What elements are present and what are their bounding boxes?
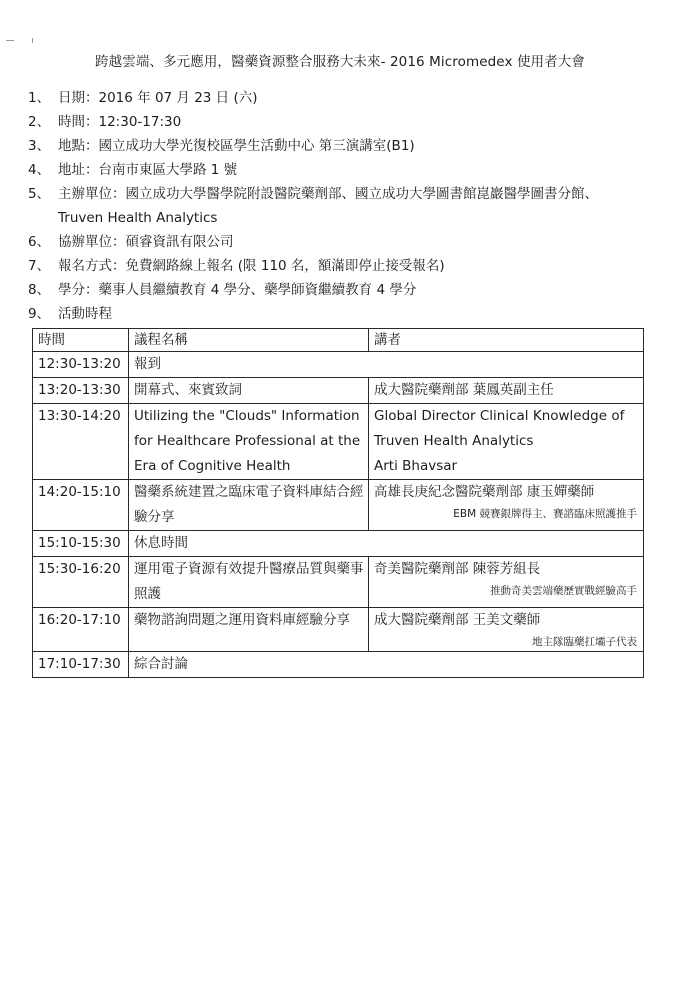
info-list [28,86,678,326]
table-row [33,652,644,678]
speaker-name: Arti Bhavsar [374,458,458,474]
speaker-name: 高雄長庚紀念醫院藥劑部 康玉嬋藥師 [374,484,595,500]
cell-speaker [369,608,644,652]
item-number: 7、 [28,258,51,274]
item-number: 3、 [28,138,51,154]
cell-topic: 休息時間 [129,531,644,557]
page-title: 跨越雲端、多元應用，醫藥資源整合服務大未來- 2016 Micromedex 使用者大會 [95,54,585,70]
item-text-address: 地址：台南市東區大學路 1 號 [58,162,238,178]
item-text-time: 時間：12:30-17:30 [58,114,182,130]
cell-time: 16:20-17:10 [33,608,129,652]
cell-topic: 藥物諮詢問題之運用資料庫經驗分享 [129,608,369,652]
header-time: 時間 [33,329,129,352]
schedule-table [32,328,644,678]
cell-time: 12:30-13:20 [33,352,129,378]
item-text-registration: 報名方式：免費網路線上報名 (限 110 名，額滿即停止接受報名) [58,258,445,274]
item-text-credits: 學分：藥事人員繼續教育 4 學分、藥學師資繼續教育 4 學分 [58,282,417,298]
list-item [28,278,678,302]
item-text-schedule-heading: 活動時程 [58,306,112,322]
item-text-organizer-cont: Truven Health Analytics [58,210,218,226]
table-row [33,352,644,378]
list-item [28,110,678,134]
cell-speaker [369,404,644,480]
cell-topic: 綜合討論 [129,652,644,678]
list-item [28,230,678,254]
table-row [33,531,644,557]
cell-speaker [369,557,644,608]
list-item [28,86,678,110]
list-item [28,134,678,158]
item-number: 8、 [28,282,51,298]
item-number: 5、 [28,186,51,202]
cell-time: 13:20-13:30 [33,378,129,404]
list-item [28,302,678,326]
table-row [33,608,644,652]
list-item [28,182,678,206]
speaker-name: 成大醫院藥劑部 王美文藥師 [374,612,541,628]
cell-time: 15:10-15:30 [33,531,129,557]
list-item [28,158,678,182]
speaker-note: EBM 競賽銀牌得主、賽諮臨床照護推手 [453,508,637,520]
table-row [33,557,644,608]
item-number: 1、 [28,90,51,106]
cell-time: 17:10-17:30 [33,652,129,678]
cell-speaker: 成大醫院藥劑部 葉鳳英副主任 [369,378,644,404]
cell-topic: 醫藥系統建置之臨床電子資料庫結合經驗分享 [129,480,369,531]
item-number: 9、 [28,306,51,322]
cell-topic: Utilizing the "Clouds" Information for Healthcare Professional at the Era of Cognitive Health [129,404,369,480]
item-number: 4、 [28,162,51,178]
header-topic: 議程名稱 [129,329,369,352]
table-row [33,378,644,404]
cell-topic: 運用電子資源有效提升醫療品質與藥事照護 [129,557,369,608]
cell-speaker [369,480,644,531]
list-item-continuation [28,206,678,230]
cell-topic: 報到 [129,352,644,378]
cell-time: 15:30-16:20 [33,557,129,608]
item-number: 2、 [28,114,51,130]
item-text-organizer: 主辦單位：國立成功大學醫學院附設醫院藥劑部、國立成功大學圖書館崑巖醫學圖書分館、 [58,186,598,202]
scan-mark [32,38,33,43]
item-text-co-organizer: 協辦單位：碩睿資訊有限公司 [58,234,234,250]
item-number: 6、 [28,234,51,250]
header-speaker: 講者 [369,329,644,352]
speaker-name: 奇美醫院藥劑部 陳蓉芳組長 [374,561,541,577]
scan-mark [6,40,14,41]
cell-time: 14:20-15:10 [33,480,129,531]
speaker-note: 地主隊臨藥扛壩子代表 [532,636,637,648]
table-header-row [33,329,644,352]
speaker-title: Global Director Clinical Knowledge of Truven Health Analytics [374,408,625,449]
table-row [33,480,644,531]
cell-time: 13:30-14:20 [33,404,129,480]
item-text-date: 日期：2016 年 07 月 23 日 (六) [58,90,258,106]
speaker-note: 推動奇美雲端藥歷實戰經驗高手 [490,585,637,597]
item-text-venue: 地點：國立成功大學光復校區學生活動中心 第三演講室(B1) [58,138,415,154]
list-item [28,254,678,278]
table-row [33,404,644,480]
cell-topic: 開幕式、來賓致詞 [129,378,369,404]
